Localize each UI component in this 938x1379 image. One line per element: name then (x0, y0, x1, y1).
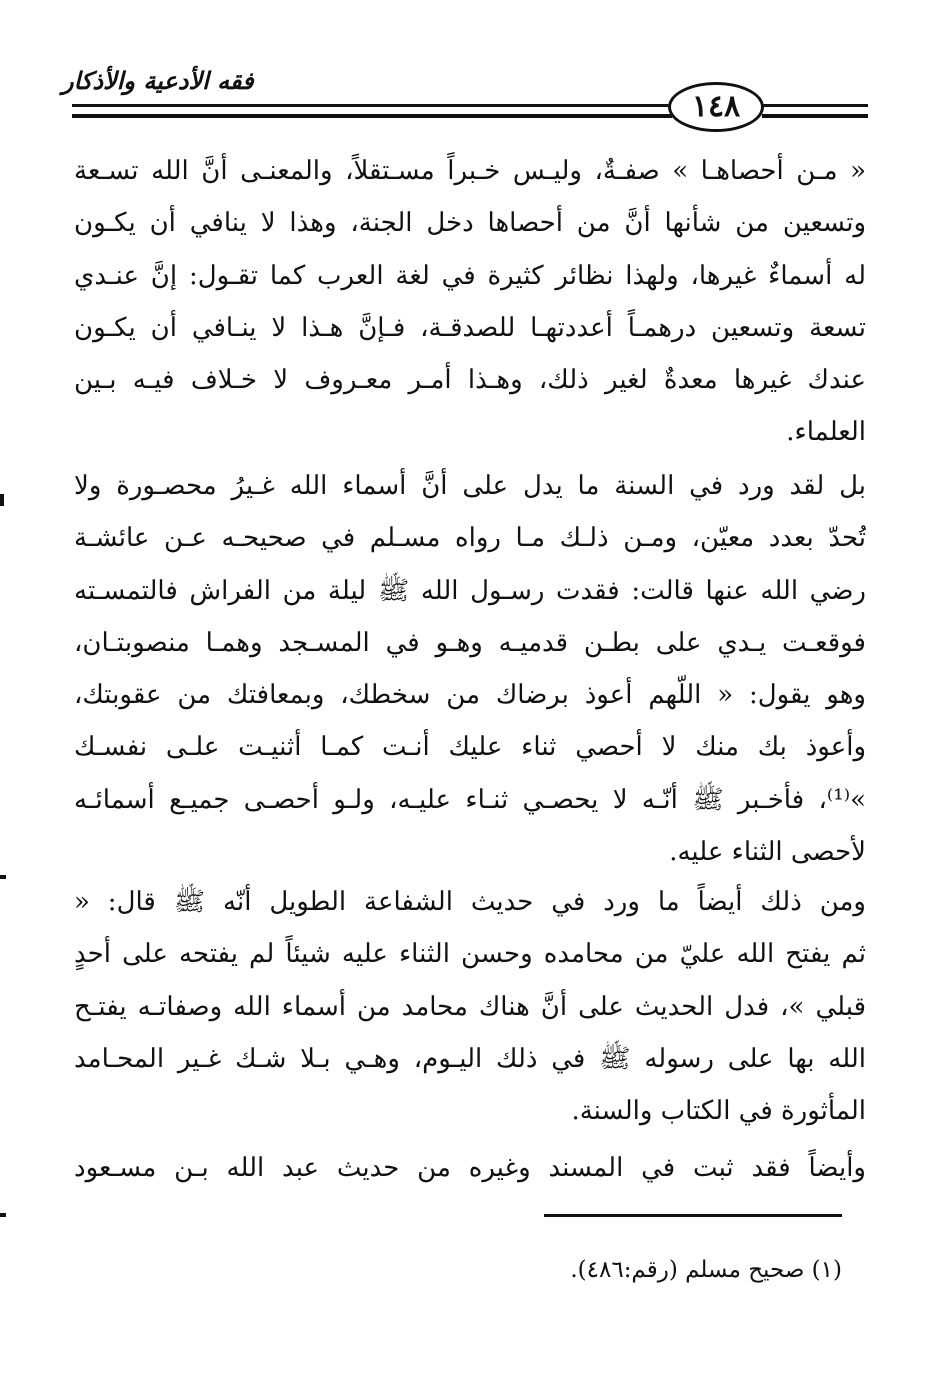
paragraph-1 (74, 145, 866, 459)
text-line: ومن ذلك أيضاً ما ورد في حديث الشفاعة الطويل أنّه ﷺ قال: « (74, 887, 866, 917)
text-line: رضي الله عنها قالت: فقدت رسـول الله ﷺ ليلة من الفراش فالتمسـته (74, 575, 866, 606)
text-line: تُحدّ بعدد معيّن، ومـن ذلـك مـا رواه مسـلم في صحيحـه عـن عائشـة (74, 523, 866, 554)
header-rule-top-right (762, 104, 868, 107)
text-line: وتسعين من شأنها أنَّ من أحصاها دخل الجنة، وهذا لا ينافي أن يكـون (74, 208, 866, 239)
scan-mark (0, 875, 6, 879)
text-line: قبلي »، فدل الحديث على أنَّ هناك محامد من أسماء الله وصفاتـه يفتـح (74, 991, 866, 1022)
paragraph-4 (74, 1142, 866, 1194)
text-line: العلماء. (786, 417, 866, 448)
paragraph-2 (74, 460, 866, 878)
text-line: له أسماءٌ غيرها، ولهذا نظائر كثيرة في لغة العرب كما تقـول: إنَّ عنـدي (74, 260, 866, 291)
footnote-separator (544, 1214, 842, 1217)
text-line: فوقعـت يـدي على بطـن قدميـه وهـو في المسـجد وهمـا منصوبتـان، (74, 627, 866, 658)
text-line: وأعوذ بك منك لا أحصي ثناء عليك أنـت كمـا أثنيـت علـى نفسـك (74, 732, 866, 763)
text-line: ثم يفتح الله عليّ من محامده وحسن الثناء عليه شيئاً لم يفتحه على أحدٍ (74, 939, 866, 970)
text-line: عندك غيرها معدةٌ لغير ذلك، وهـذا أمـر معـروف لا خـلاف فيـه بـين (74, 365, 866, 396)
text-line: المأثورة في الكتاب والسنة. (571, 1096, 866, 1127)
text-line: لأحصى الثناء عليه. (669, 837, 866, 868)
text-line: »⁽¹⁾، فأخـبر ﷺ أنّـه لا يحصـي ثنـاء عليـه، ولـو أحصـى جميـع أسمائـه (74, 784, 866, 815)
scan-mark (0, 1213, 6, 1217)
page-number: ١٤٨ (668, 82, 764, 132)
text-line: « مـن أحصاهـا » صفـةٌ، وليـس خـبراً مسـتقلاً، والمعنـى أنَّ الله تسـعة (74, 156, 866, 186)
text-line: بل لقد ورد في السنة ما يدل على أنَّ أسماء الله غـيرُ محصـورة ولا (74, 471, 866, 501)
text-line: وهو يقول: « اللّهم أعوذ برضاك من سخطك، وبمعافتك من عقوبتك، (74, 680, 866, 711)
scan-mark (0, 494, 4, 506)
running-title: فقه الأدعية والأذكار (62, 66, 254, 95)
header-rule-top (72, 104, 672, 107)
paragraph-3 (74, 876, 866, 1137)
footnote: (١) صحيح مسلم (رقم:٤٨٦). (570, 1257, 842, 1283)
text-line: الله بها على رسوله ﷺ في ذلك اليـوم، وهـي بـلا شـك غـير المحـامد (74, 1043, 866, 1074)
text-line: تسعة وتسعين درهمـاً أعددتهـا للصدقـة، فـإنَّ هـذا لا ينـافي أن يكـون (74, 312, 866, 343)
header-rule-bottom (72, 114, 672, 118)
header-rule-bottom-right (762, 114, 868, 118)
text-line: وأيضاً فقد ثبت في المسند وغيره من حديث عبد الله بـن مسـعود (74, 1153, 866, 1183)
